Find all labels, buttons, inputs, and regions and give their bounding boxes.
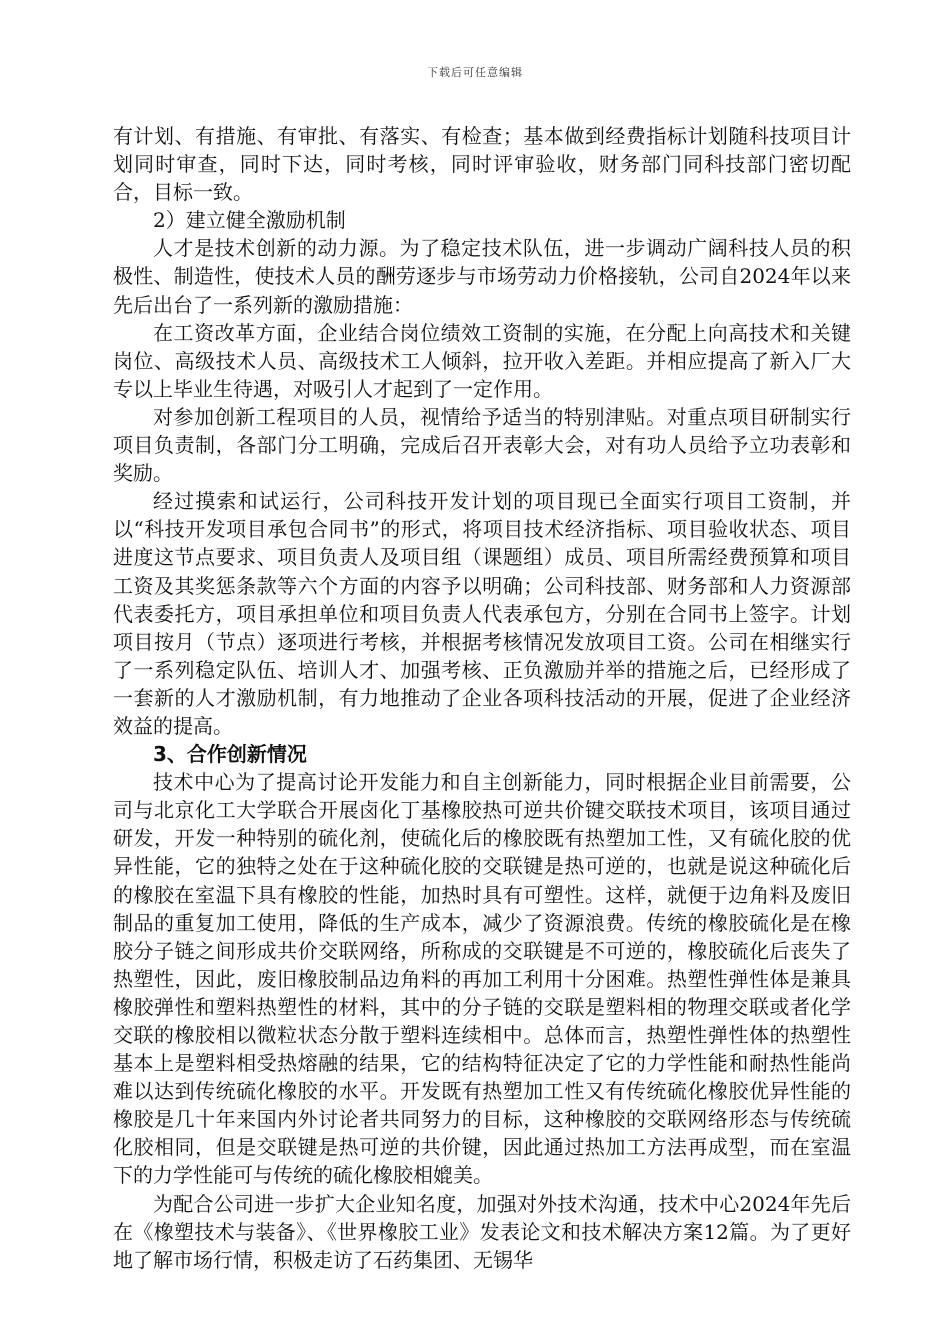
paragraph: 经过摸索和试运行，公司科技开发计划的项目现已全面实行项目工资制，并以“科技开发项目承包合同书”的形式，将项目技术经济指标、项目验收状态、项目进度这节点要求、项目负责人及项目组（课题组）成员、项目所需经费预算和项目工资及其奖惩条款等六个方面的内容予以明确；公司科技部、财务部和人力资源部代表委托方，项目承担单位和项目负责人代表承包方，分别在合同书上签字。计划项目按月（节点）逐项进行考核，并根据考核情况发放项目工资。公司在相继实行了一系列稳定队伍、培训人才、加强考核、正负激励并举的措施之后，已经形成了一套新的人才激励机制，有力地推动了企业各项科技活动的开展，促进了企业经济效益的提高。: [113, 489, 851, 738]
paragraph: 在工资改革方面，企业结合岗位绩效工资制的实施，在分配上向高技术和关键岗位、高级技术人员、高级技术工人倾斜，拉开收入差距。并相应提高了新入厂大专以上毕业生待遇，对吸引人才起到了一定作用。: [113, 320, 851, 401]
page-header: 下载后可任意编辑: [427, 66, 523, 79]
section-heading-cooperation: 3、合作创新情况: [153, 742, 307, 767]
document-body: [113, 122, 851, 1274]
paragraph: 有计划、有措施、有审批、有落实、有检查；基本做到经费指标计划随科技项目计划同时审查，同时下达，同时考核，同时评审验收，财务部门同科技部门密切配合，目标一致。: [113, 124, 851, 205]
subheading-incentive-mechanism: 2）建立健全激励机制: [153, 208, 346, 233]
paragraph: 对参加创新工程项目的人员，视情给予适当的特别津贴。对重点项目研制实行项目负责制，各部门分工明确，完成后召开表彰大会，对有功人员给予立功表彰和奖励。: [113, 404, 851, 486]
paragraph: 人才是技术创新的动力源。为了稳定技术队伍，进一步调动广阔科技人员的积极性、制造性，使技术人员的酬劳逐步与市场劳动力价格接轨，公司自2024年以来先后出台了一系列新的激励措施：: [113, 236, 851, 317]
paragraph: 技术中心为了提高讨论开发能力和自主创新能力，同时根据企业目前需要，公司与北京化工大学联合开展卤化丁基橡胶热可逆共价键交联技术项目，该项目通过研发，开发一种特别的硫化剂，使硫化后的橡胶既有热塑加工性，又有硫化胶的优异性能，它的独特之处在于这种硫化胶的交联键是热可逆的，也就是说这种硫化后的橡胶在室温下具有橡胶的性能，加热时具有可塑性。这样，就便于边角料及废旧制品的重复加工使用，降低的生产成本，减少了资源浪费。传统的橡胶硫化是在橡胶分子链之间形成共价交联网络，所称成的交联键是不可逆的，橡胶硫化后丧失了热塑性，因此，废旧橡胶制品边角料的再加工利用十分困难。热塑性弹性体是兼具橡胶弹性和塑料热塑性的材料，其中的分子链的交联是塑料相的物理交联或者化学交联的橡胶相以微粒状态分散于塑料连续相中。总体而言，热塑性弹性体的热塑性基本上是塑料相受热熔融的结果，它的结构特征决定了它的力学性能和耐热性能尚难以达到传统硫化橡胶的水平。开发既有热塑加工性又有传统硫化橡胶优异性能的橡胶是几十年来国内外讨论者共同努力的目标，这种橡胶的交联网络形态与传统硫化胶相同，但是交联键是热可逆的共价键，因此通过热加工方法再成型，而在室温下的力学性能可与传统的硫化橡胶相媲美。: [113, 770, 851, 1188]
paragraph: 为配合公司进一步扩大企业知名度，加强对外技术沟通，技术中心2024年先后在《橡塑技术与装备》、《世界橡胶工业》发表论文和技术解决方案12篇。为了更好地了解市场行情，积极走访了石药集团、无锡华: [113, 1191, 851, 1272]
